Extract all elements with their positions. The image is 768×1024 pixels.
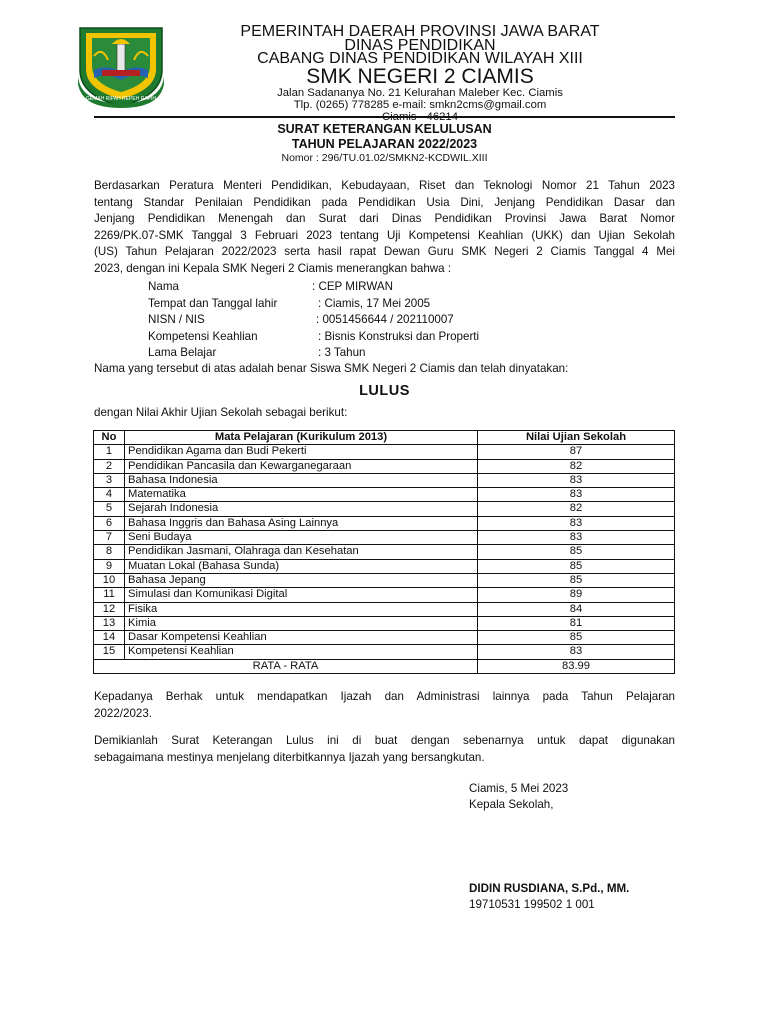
column-header-no: No [94, 431, 125, 445]
row-number: 11 [94, 588, 125, 602]
logo-motto: GEMAH RIPAH REPEH RAPIH [86, 96, 156, 102]
intro-line: tentang Standar Penilaian Pendidikan pada Pendidikan Usia Dini, Jenjang Pendidikan Dasar dan [94, 195, 675, 209]
intro-line: (US) Tahun Pelajaran 2022/2023 serta hasil rapat Dewan Guru SMK Negeri 2 Ciamis Tanggal 4 Mei [94, 245, 675, 259]
subject-score: 83 [478, 516, 675, 530]
row-number: 6 [94, 516, 125, 530]
table-row [94, 573, 675, 587]
row-number: 4 [94, 488, 125, 502]
subject-name: Pendidikan Pancasila dan Kewarganegaraan [125, 459, 478, 473]
closing-paragraph-2 [94, 733, 675, 766]
identity-value: : 0051456644 / 202110007 [316, 313, 454, 327]
intro-line: Jenjang Pendidikan Menengah dan Surat dari Dinas Pendidikan Provinsi Jawa Barat Nomor [94, 212, 675, 226]
identity-value: : CEP MIRWAN [312, 280, 393, 293]
row-number: 1 [94, 445, 125, 459]
school-contact: Tlp. (0265) 778285 e-mail: smkn2cms@gmail.com [293, 99, 547, 111]
statement-text: Nama yang tersebut di atas adalah benar Siswa SMK Negeri 2 Ciamis dan telah dinyatakan: [94, 362, 569, 375]
closing-line: sebagaimana mestinya menjelang diterbitkannya Ijazah yang bersangkutan. [94, 750, 485, 764]
subject-score: 83 [478, 645, 675, 659]
letterhead-line3: CABANG DINAS PENDIDIKAN WILAYAH XIII [257, 50, 583, 67]
subject-score: 83 [478, 473, 675, 487]
column-header-subject: Mata Pelajaran (Kurikulum 2013) [125, 431, 478, 445]
subject-score: 81 [478, 616, 675, 630]
table-row [94, 559, 675, 573]
subject-score: 85 [478, 545, 675, 559]
row-number: 2 [94, 459, 125, 473]
table-row [94, 531, 675, 545]
signature-position: Kepala Sekolah, [469, 798, 554, 811]
identity-label: Lama Belajar [148, 346, 217, 360]
subject-name: Sejarah Indonesia [125, 502, 478, 516]
letterhead [190, 24, 650, 123]
subject-score: 85 [478, 559, 675, 573]
table-row [94, 645, 675, 659]
document-title: SURAT KETERANGAN KELULUSAN [277, 122, 492, 136]
jawa-barat-emblem [72, 20, 170, 108]
subject-name: Dasar Kompetensi Keahlian [125, 631, 478, 645]
table-row [94, 602, 675, 616]
school-address: Jalan Sadananya No. 21 Kelurahan Maleber Kec. Ciamis [277, 87, 563, 99]
row-number: 5 [94, 502, 125, 516]
scores-intro: dengan Nilai Akhir Ujian Sekolah sebagai berikut: [94, 406, 348, 419]
subject-score: 89 [478, 588, 675, 602]
identity-value: : 3 Tahun [318, 346, 366, 360]
closing-line: Demikianlah Surat Keterangan Lulus ini di buat dengan sebenarnya untuk dapat digunakan [94, 734, 675, 747]
table-row [94, 488, 675, 502]
letterhead-divider [94, 116, 675, 118]
row-number: 10 [94, 573, 125, 587]
scores-table-body [94, 445, 675, 659]
subject-score: 83 [478, 488, 675, 502]
row-number: 14 [94, 631, 125, 645]
row-number: 7 [94, 531, 125, 545]
row-number: 12 [94, 602, 125, 616]
subject-name: Bahasa Inggris dan Bahasa Asing Lainnya [125, 516, 478, 530]
subject-name: Pendidikan Jasmani, Olahraga dan Kesehatan [125, 545, 478, 559]
document-number: Nomor : 296/TU.01.02/SMKN2-KCDWIL.XIII [281, 152, 488, 164]
average-value: 83.99 [478, 659, 675, 673]
table-header-row [94, 431, 675, 445]
average-label: RATA - RATA [94, 659, 478, 673]
subject-name: Simulasi dan Komunikasi Digital [125, 588, 478, 602]
intro-line: 2023, dengan ini Kepala SMK Negeri 2 Ciamis menerangkan bahwa : [94, 261, 452, 275]
scores-table [93, 430, 675, 674]
subject-score: 82 [478, 502, 675, 516]
table-row [94, 631, 675, 645]
subject-name: Bahasa Jepang [125, 573, 478, 587]
identity-label: Kompetensi Keahlian [148, 329, 258, 343]
table-row [94, 588, 675, 602]
identity-value: : Bisnis Konstruksi dan Properti [318, 329, 480, 343]
identity-label: Tempat dan Tanggal lahir [148, 296, 278, 310]
subject-name: Fisika [125, 602, 478, 616]
intro-line: Berdasarkan Peratura Menteri Pendidikan, Kebudayaan, Riset dan Teknologi Nomor 21 Tahun 2023 [94, 179, 675, 192]
subject-name: Seni Budaya [125, 531, 478, 545]
column-header-score: Nilai Ujian Sekolah [478, 431, 675, 445]
row-number: 8 [94, 545, 125, 559]
subject-name: Muatan Lokal (Bahasa Sunda) [125, 559, 478, 573]
closing-paragraph-1 [94, 689, 675, 722]
table-row [94, 616, 675, 630]
signatory-nip: 19710531 199502 1 001 [469, 898, 595, 911]
letterhead-line1: PEMERINTAH DAERAH PROVINSI JAWA BARAT [240, 23, 600, 40]
identity-label: Nama [148, 280, 179, 293]
signature-place-date: Ciamis, 5 Mei 2023 [469, 782, 569, 795]
school-city: Ciamis - 46214 [382, 111, 458, 123]
letterhead-line2: DINAS PENDIDIKAN [344, 37, 496, 54]
subject-score: 84 [478, 602, 675, 616]
result-text: LULUS [359, 383, 410, 399]
subject-name: Kompetensi Keahlian [125, 645, 478, 659]
identity-value: : Ciamis, 17 Mei 2005 [318, 296, 431, 310]
signatory-name: DIDIN RUSDIANA, S.Pd., MM. [469, 882, 630, 895]
document-subtitle: TAHUN PELAJARAN 2022/2023 [291, 137, 478, 151]
table-row [94, 502, 675, 516]
row-number: 15 [94, 645, 125, 659]
subject-name: Bahasa Indonesia [125, 473, 478, 487]
subject-name: Pendidikan Agama dan Budi Pekerti [125, 445, 478, 459]
subject-name: Matematika [125, 488, 478, 502]
closing-line: 2022/2023. [94, 706, 153, 720]
average-row [94, 659, 675, 673]
subject-name: Kimia [125, 616, 478, 630]
table-row [94, 459, 675, 473]
subject-score: 87 [478, 445, 675, 459]
table-row [94, 445, 675, 459]
table-row [94, 473, 675, 487]
subject-score: 85 [478, 631, 675, 645]
row-number: 3 [94, 473, 125, 487]
intro-line: 2269/PK.07-SMK Tanggal 3 Februari 2023 tentang Uji Kompetensi Keahlian (UKK) dan Ujian Sekolah [94, 228, 675, 242]
closing-line: Kepadanya Berhak untuk mendapatkan Ijazah dan Administrasi lainnya pada Tahun Pelajaran [94, 690, 675, 703]
subject-score: 82 [478, 459, 675, 473]
table-row [94, 516, 675, 530]
table-row [94, 545, 675, 559]
row-number: 9 [94, 559, 125, 573]
intro-paragraph [94, 178, 675, 278]
row-number: 13 [94, 616, 125, 630]
identity-label: NISN / NIS [148, 313, 205, 327]
school-name: SMK NEGERI 2 CIAMIS [306, 65, 534, 88]
subject-score: 83 [478, 531, 675, 545]
subject-score: 85 [478, 573, 675, 587]
